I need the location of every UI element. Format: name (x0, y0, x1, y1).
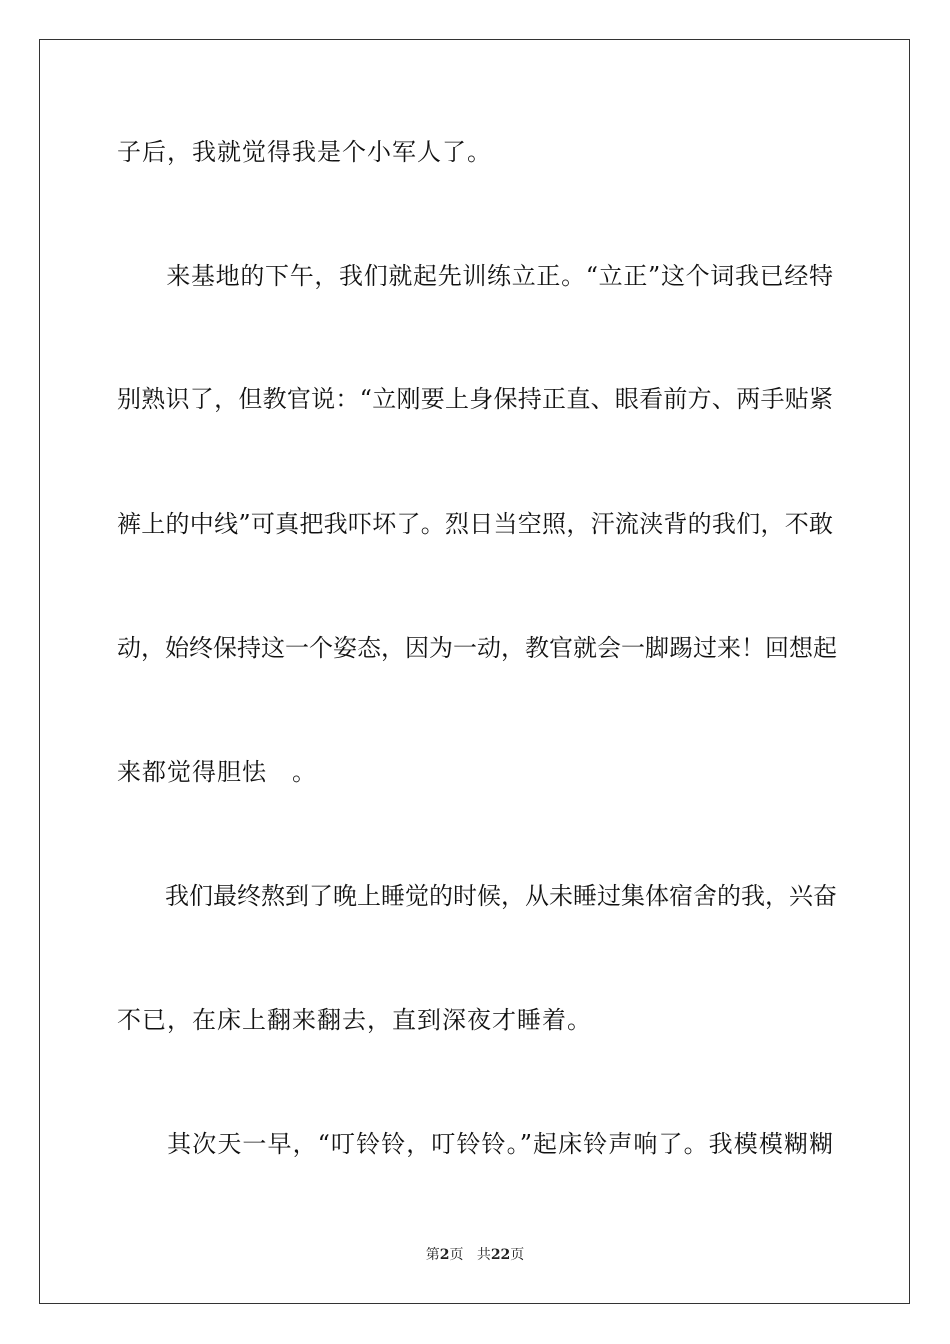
total-pages: 22 (490, 1247, 511, 1263)
page-label-prefix: 第 (425, 1247, 440, 1263)
total-label-prefix: 共 (476, 1247, 491, 1263)
paragraph-line-6: 来都觉得胆怯 。 (117, 758, 317, 786)
page-footer (0, 1245, 950, 1265)
paragraph-line-3: 别熟识了，但教官说：“立刚要上身保持正直、眼看前方、两手贴紧 (117, 385, 833, 413)
paragraph-line-9: 其次天一早，“叮铃铃，叮铃铃。”起床铃声响了。我模模糊糊 (117, 1130, 833, 1158)
page-label-suffix: 页 (449, 1247, 464, 1263)
page-border (39, 39, 910, 1304)
paragraph-line-4: 裤上的中线”可真把我吓坏了。烈日当空照，汗流浃背的我们，不敢 (117, 510, 833, 538)
paragraph-line-8: 不已，在床上翻来翻去，直到深夜才睡着。 (117, 1006, 592, 1034)
total-label-suffix: 页 (510, 1247, 525, 1263)
page-number: 2 (439, 1247, 450, 1263)
paragraph-line-2: 来基地的下午，我们就起先训练立正。“立正”这个词我已经特 (117, 262, 833, 290)
paragraph-line-5: 动，始终保持这一个姿态，因为一动，教官就会一脚踢过来！回想起 (117, 634, 837, 662)
paragraph-line-1: 子后，我就觉得我是个小军人了。 (117, 138, 492, 166)
paragraph-line-7: 我们最终熬到了晚上睡觉的时候，从未睡过集体宿舍的我，兴奋 (117, 882, 837, 910)
